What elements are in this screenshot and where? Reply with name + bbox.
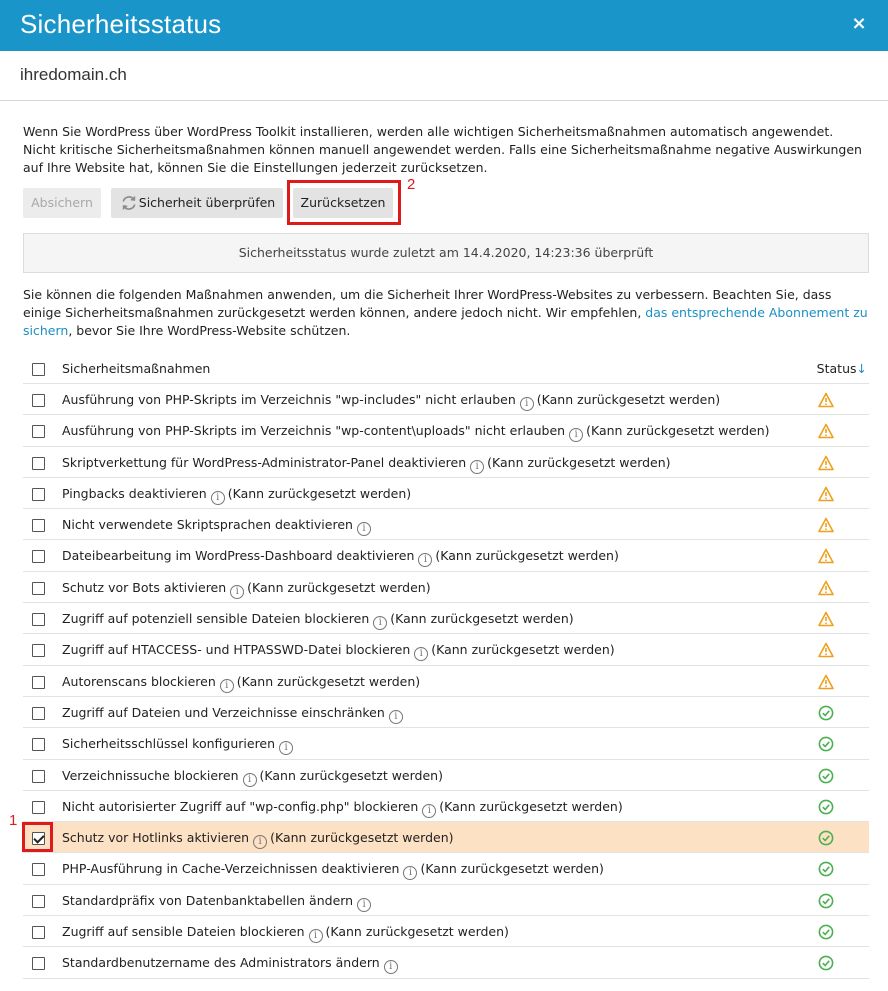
table-row[interactable] (23, 603, 869, 634)
row-checkbox[interactable] (32, 582, 45, 595)
measure-name: Ausführung von PHP-Skripts im Verzeichnis "wp-includes" nicht erlauben (62, 392, 516, 407)
info-icon[interactable]: i (220, 679, 234, 693)
measure-label (62, 509, 374, 540)
info-icon[interactable]: i (418, 553, 432, 567)
measure-label (62, 572, 431, 603)
subscription-link[interactable]: das entsprechende Abonnement zu sichern (23, 305, 868, 338)
check-circle-icon (818, 799, 834, 815)
table-row[interactable] (23, 916, 869, 947)
measure-label (62, 728, 296, 759)
measure-label (62, 634, 615, 665)
measure-name: Schutz vor Hotlinks aktivieren (62, 830, 250, 846)
measure-name: Dateibearbeitung im WordPress-Dashboard deaktivieren (62, 548, 415, 564)
table-row[interactable] (23, 384, 869, 415)
row-checkbox[interactable] (32, 926, 45, 939)
info-icon[interactable]: i (373, 616, 387, 630)
measure-label (62, 885, 374, 916)
measure-label (62, 415, 770, 446)
refresh-icon (121, 195, 137, 211)
revertible-note: (Kann zurückgesetzt werden) (227, 485, 412, 501)
row-checkbox[interactable] (32, 488, 45, 501)
check-circle-icon (818, 705, 834, 721)
measure-name: Zugriff auf potenziell sensible Dateien blockieren (62, 611, 370, 627)
info-icon[interactable]: i (230, 585, 244, 599)
warning-icon (818, 642, 834, 658)
row-checkbox[interactable] (32, 676, 45, 689)
measure-label (62, 603, 574, 634)
revertible-note: (Kann zurückgesetzt werden) (259, 767, 443, 783)
table-row[interactable] (23, 791, 869, 822)
revertible-note: (Kann zurückgesetzt werden) (439, 798, 623, 814)
warning-icon (818, 548, 834, 564)
measure-label (62, 666, 420, 697)
check-circle-icon (818, 736, 834, 752)
table-row[interactable] (23, 728, 869, 759)
last-check-status: Sicherheitsstatus wurde zuletzt am 14.4.2020, 14:23:36 überprüft (23, 233, 869, 273)
info-icon[interactable]: i (520, 397, 534, 411)
dialog-title: Sicherheitsstatus (20, 9, 222, 39)
reset-button[interactable]: Zurücksetzen (293, 188, 393, 218)
measure-name: Pingbacks deaktivieren (62, 485, 207, 501)
annotation-box-reset (287, 180, 401, 225)
annotation-number-2: 2 (407, 176, 416, 193)
check-circle-icon (818, 768, 834, 784)
info-icon[interactable]: i (389, 710, 403, 724)
revertible-note: (Kann zurückgesetzt werden) (247, 579, 431, 595)
select-all-checkbox[interactable] (32, 363, 45, 376)
measure-label (62, 916, 509, 947)
close-icon[interactable]: × (851, 13, 867, 34)
security-measures-table (23, 353, 869, 979)
domain-name: ihredomain.ch (20, 65, 127, 84)
table-row[interactable] (23, 822, 869, 853)
info-icon[interactable]: i (384, 960, 398, 974)
table-row[interactable] (23, 853, 869, 884)
check-circle-icon (818, 893, 834, 909)
check-circle-icon (818, 924, 834, 940)
row-checkbox[interactable] (32, 707, 45, 720)
description-part-2: , bevor Sie Ihre WordPress-Website schützen. (68, 323, 351, 338)
table-row[interactable] (23, 415, 869, 446)
info-icon[interactable]: i (243, 773, 257, 787)
info-icon[interactable]: i (414, 647, 428, 661)
row-checkbox[interactable] (32, 738, 45, 751)
warning-icon (818, 423, 834, 439)
measure-label (62, 697, 406, 728)
info-icon[interactable]: i (357, 898, 371, 912)
table-row[interactable] (23, 697, 869, 728)
revertible-note: (Kann zurückgesetzt werden) (431, 642, 615, 658)
table-row[interactable] (23, 478, 869, 509)
revertible-note: (Kann zurückgesetzt werden) (536, 392, 721, 407)
table-row[interactable] (23, 572, 869, 603)
info-icon[interactable]: i (309, 929, 323, 943)
measure-label (62, 791, 623, 822)
measure-name: PHP-Ausführung in Cache-Verzeichnissen deaktivieren (62, 861, 400, 877)
measure-name: Zugriff auf sensible Dateien blockieren (62, 924, 305, 940)
measure-name: Standardbenutzername des Administrators ändern (62, 955, 380, 971)
table-row[interactable] (23, 947, 869, 978)
check-circle-icon (818, 830, 834, 846)
table-row[interactable] (23, 634, 869, 665)
measure-label (62, 760, 443, 791)
info-icon[interactable]: i (279, 741, 293, 755)
check-security-button[interactable] (111, 188, 283, 218)
row-checkbox[interactable] (32, 644, 45, 657)
domain-header (0, 51, 888, 101)
measure-label (62, 947, 401, 978)
row-checkbox[interactable] (32, 801, 45, 814)
revertible-note: (Kann zurückgesetzt werden) (420, 861, 604, 877)
warning-icon (818, 486, 834, 502)
table-row[interactable] (23, 885, 869, 916)
info-icon[interactable]: i (253, 835, 267, 849)
measure-name: Skriptverkettung für WordPress-Administrator-Panel deaktivieren (62, 454, 467, 470)
dialog-titlebar (0, 0, 888, 51)
secure-button[interactable]: Absichern (23, 188, 101, 218)
annotation-number-1: 1 (9, 812, 18, 829)
revertible-note: (Kann zurückgesetzt werden) (487, 454, 671, 470)
measure-name: Zugriff auf Dateien und Verzeichnisse einschränken (62, 704, 385, 720)
row-checkbox[interactable] (32, 957, 45, 970)
measure-label (62, 384, 720, 415)
description-part-1: Sie können die folgenden Maßnahmen anwenden, um die Sicherheit Ihrer WordPress-Websites zu verbessern. Beachten Sie, dass einige Sicherheitsmaßnahmen zurückgesetzt werden können, andere jedoch nicht. Wir empfehlen, (23, 287, 832, 320)
info-icon[interactable]: i (211, 491, 225, 505)
measure-name: Nicht verwendete Skriptsprachen deaktivieren (62, 517, 353, 533)
warning-icon (818, 392, 834, 408)
measure-label (62, 822, 454, 853)
table-header (23, 353, 869, 384)
revertible-note: (Kann zurückgesetzt werden) (325, 924, 509, 940)
row-checkbox[interactable] (32, 519, 45, 532)
description-text (23, 286, 869, 340)
measure-label (62, 540, 619, 571)
measure-label (62, 478, 411, 509)
row-checkbox[interactable] (32, 550, 45, 563)
measure-name: Nicht autorisierter Zugriff auf "wp-config.php" blockieren (62, 798, 419, 814)
info-icon[interactable]: i (470, 460, 484, 474)
measure-name: Verzeichnissuche blockieren (62, 767, 239, 783)
annotation-box-checkbox (22, 822, 53, 852)
status-header-label: Status (816, 361, 857, 376)
measure-name: Autorenscans blockieren (62, 673, 216, 689)
table-row[interactable] (23, 509, 869, 540)
warning-icon (818, 580, 834, 596)
measure-name: Zugriff auf HTACCESS- und HTPASSWD-Datei blockieren (62, 642, 411, 658)
measure-label (62, 853, 604, 884)
info-icon[interactable]: i (403, 866, 417, 880)
revertible-note: (Kann zurückgesetzt werden) (236, 673, 421, 689)
table-row[interactable] (23, 540, 869, 571)
row-checkbox[interactable] (32, 863, 45, 876)
header-status[interactable] (817, 353, 867, 384)
revertible-note: (Kann zurückgesetzt werden) (435, 548, 619, 564)
sort-arrow-icon: ↓ (856, 361, 867, 376)
revertible-note: (Kann zurückgesetzt werden) (270, 830, 454, 846)
warning-icon (818, 517, 834, 533)
revertible-note: (Kann zurückgesetzt werden) (586, 423, 770, 439)
info-icon[interactable]: i (357, 522, 371, 536)
row-checkbox[interactable] (32, 613, 45, 626)
warning-icon (818, 611, 834, 627)
intro-text: Wenn Sie WordPress über WordPress Toolkit installieren, werden alle wichtigen Sicherheitsmaßnahmen automatisch angewendet. Nicht kritische Sicherheitsmaßnahmen können manuell angewendet werden. Falls eine Sicherheitsmaßnahme negative Auswirkungen auf Ihre Website hat, können Sie die Einstellungen jederzeit zurücksetzen. (23, 124, 862, 175)
info-icon[interactable]: i (569, 428, 583, 442)
check-security-label: Sicherheit überprüfen (138, 195, 276, 210)
table-row[interactable] (23, 666, 869, 697)
table-row[interactable] (23, 447, 869, 478)
measure-name: Standardpräfix von Datenbanktabellen ändern (62, 892, 354, 908)
row-checkbox[interactable] (32, 457, 45, 470)
measure-name: Schutz vor Bots aktivieren (62, 579, 227, 595)
measure-name: Ausführung von PHP-Skripts im Verzeichnis "wp-content\uploads" nicht erlauben (62, 423, 566, 439)
table-row[interactable] (23, 760, 869, 791)
measure-name: Sicherheitsschlüssel konfigurieren (62, 736, 276, 752)
check-circle-icon (818, 861, 834, 877)
header-measures: Sicherheitsmaßnahmen (62, 361, 211, 376)
revertible-note: (Kann zurückgesetzt werden) (390, 611, 574, 627)
row-checkbox[interactable] (32, 425, 45, 438)
warning-icon (818, 674, 834, 690)
check-circle-icon (818, 955, 834, 971)
measure-label (62, 447, 671, 478)
warning-icon (818, 455, 834, 471)
row-checkbox[interactable] (32, 770, 45, 783)
info-icon[interactable]: i (422, 804, 436, 818)
row-checkbox[interactable] (32, 895, 45, 908)
row-checkbox[interactable] (32, 394, 45, 407)
